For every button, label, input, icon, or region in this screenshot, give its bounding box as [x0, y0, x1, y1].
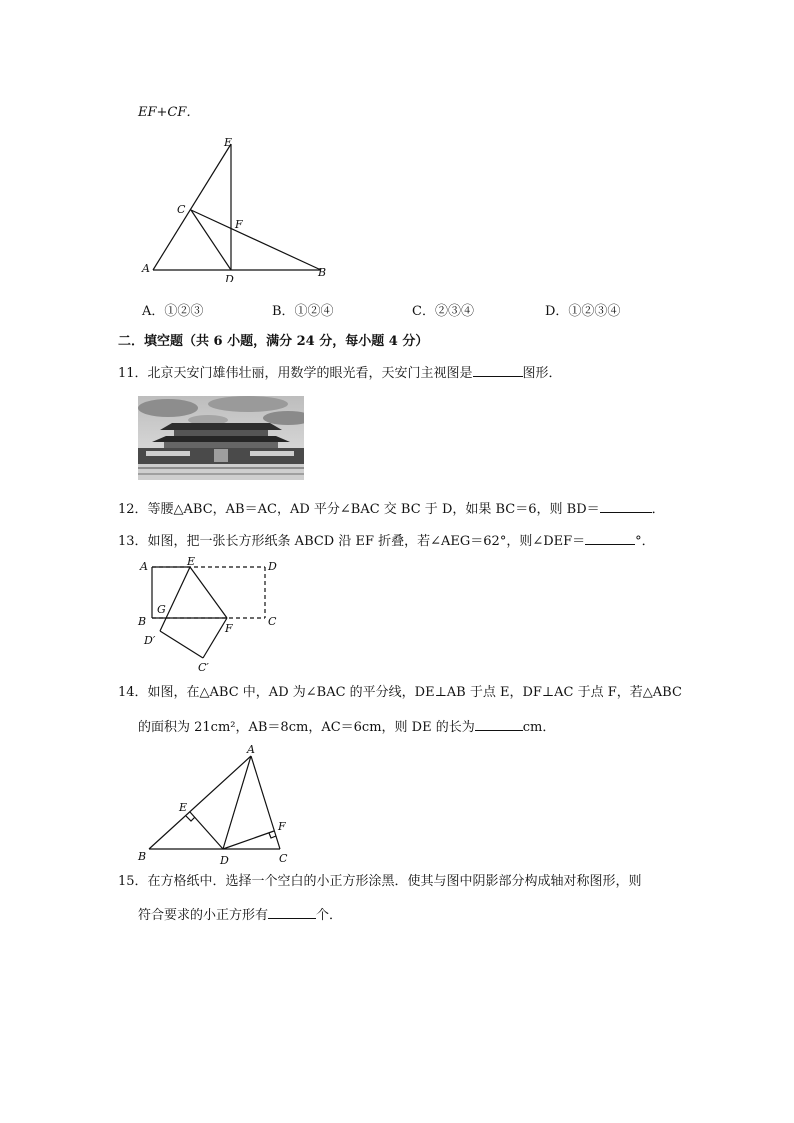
figure-q10 [135, 132, 335, 282]
fig14-label-e: E [179, 801, 188, 814]
q15-answer-blank [268, 904, 316, 919]
fig14-label-a: A [247, 743, 255, 756]
fig13-label-e: E [187, 555, 196, 568]
fig14-label-f: F [278, 820, 286, 833]
option-b: B．①②④ [272, 304, 334, 319]
fig13-label-c: C [268, 615, 277, 628]
fig13-label-b: B [138, 615, 147, 628]
fig14-label-c: C [279, 852, 288, 865]
fig13-segment-c1f [203, 618, 227, 658]
fig13-segment-d1c1 [160, 631, 203, 658]
question-14-line-1: 14．如图，在△ABC 中，AD 为∠BAC 的平分线，DE⊥AB 于点 E，DF⊥AC 于点 F，若△ABC [118, 685, 682, 700]
fig10-label-c: C [177, 203, 186, 216]
q11-answer-blank [473, 362, 523, 377]
q14-text-after: cm． [522, 720, 556, 735]
question-14-line-2 [138, 716, 555, 738]
q12-text: 12．等腰△ABC，AB＝AC，AD 平分∠BAC 交 BC 于 D，如果 BC＝6，则 BD＝ [118, 502, 600, 517]
option-a: A．①②③ [142, 304, 204, 319]
q15-text-after: 个． [316, 908, 343, 923]
fig10-label-a: A [142, 262, 150, 275]
fig13-label-f: F [225, 622, 233, 635]
fig13-label-d: D [268, 560, 277, 573]
q15-text: 符合要求的小正方形有 [138, 908, 269, 923]
question-13 [118, 530, 655, 552]
question-15-line-2 [138, 904, 342, 926]
q13-text: 13．如图，把一张长方形纸条 ABCD 沿 EF 折叠，若∠AEG＝62°，则∠DEF＝ [118, 534, 586, 549]
fig10-segment-ae [153, 144, 231, 270]
question-11 [118, 362, 562, 384]
fig13-segment-ef [190, 567, 227, 618]
fig14-segment-df [223, 831, 274, 849]
option-d: D．①②③④ [545, 304, 621, 319]
prev-question-fragment: EF+CF． [138, 105, 200, 120]
q14-answer-blank [475, 716, 523, 731]
fig10-label-f: F [235, 218, 243, 231]
option-c: C．②③④ [412, 304, 474, 319]
figure-q13 [135, 555, 285, 675]
q13-text-after: °． [635, 534, 655, 549]
fig13-label-g: G [157, 603, 166, 616]
question-15-line-1: 15．在方格纸中．选择一个空白的小正方形涂黑．使其与图中阴影部分构成轴对称图形，则 [118, 874, 642, 889]
q11-text: 11．北京天安门雄伟壮丽，用数学的眼光看，天安门主视图是 [118, 366, 473, 381]
q14-text: 的面积为 21cm²，AB＝8cm，AC＝6cm，则 DE 的长为 [138, 720, 475, 735]
fig14-segment-ab [149, 756, 251, 849]
q12-text-after: ． [651, 502, 665, 517]
figure-q14 [135, 738, 295, 868]
fig13-label-c-prime: C′ [198, 661, 209, 674]
fig13-label-d-prime: D′ [144, 634, 156, 647]
q11-text-after: 图形． [522, 366, 562, 381]
q12-answer-blank [600, 498, 652, 513]
question-12 [118, 498, 665, 520]
fig14-segment-ad [223, 756, 251, 849]
fig14-label-d: D [220, 854, 229, 867]
fig14-label-b: B [138, 850, 147, 863]
fig10-label-d: D [225, 273, 234, 282]
fig10-label-b: B [318, 266, 327, 279]
fig14-segment-ac [251, 756, 280, 849]
section-title: 二．填空题（共 6 小题，满分 24 分，每小题 4 分） [118, 334, 429, 349]
q13-answer-blank [585, 530, 635, 545]
fig13-label-a: A [140, 560, 148, 573]
fig10-label-e: E [224, 136, 233, 149]
tiananmen-photo [138, 396, 304, 480]
fig13-segment-ed1 [160, 567, 190, 631]
